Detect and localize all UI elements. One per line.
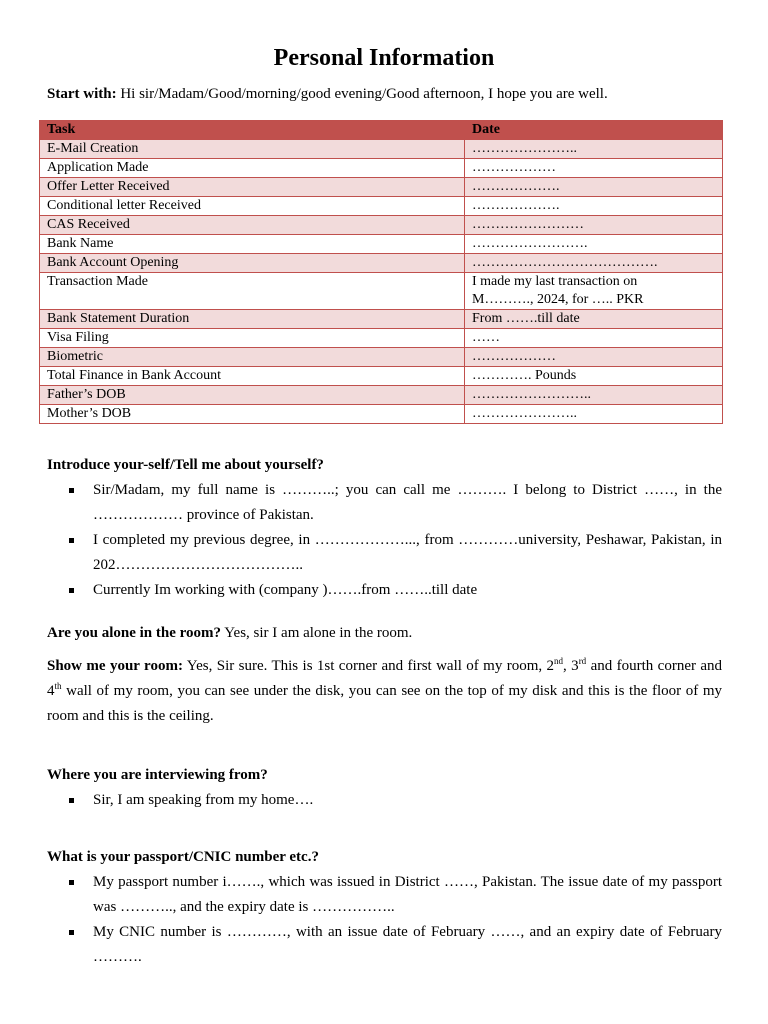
task-cell: Visa Filing <box>40 329 465 348</box>
bullet-square-icon <box>69 880 74 885</box>
introduce-answer-list <box>47 478 722 603</box>
list-item <box>47 788 722 813</box>
room-answer-part: and fourth corner and 4 <box>47 658 723 699</box>
list-item <box>47 920 722 970</box>
table-row <box>40 235 723 254</box>
date-cell: ……………… <box>465 159 723 178</box>
page-title: Personal Information <box>273 45 495 71</box>
bullet-square-icon <box>69 488 74 493</box>
table-row <box>40 273 723 310</box>
list-item-text: Currently Im working with (company )…….from ……..till date <box>93 582 478 598</box>
table-row <box>40 178 723 197</box>
introduce-section <box>47 453 722 603</box>
start-with-line <box>47 84 727 104</box>
start-with-text: Hi sir/Madam/Good/morning/good evening/Good afternoon, I hope you are well. <box>116 86 608 102</box>
task-cell: Application Made <box>40 159 465 178</box>
table-row <box>40 140 723 159</box>
date-cell: ……………………. <box>465 235 723 254</box>
passport-answer-list <box>47 870 722 970</box>
date-cell-line: I made my last transaction on <box>472 274 638 289</box>
date-cell: …… <box>465 329 723 348</box>
list-item-text: My CNIC number is …………, with an issue date of February ……, and an expiry date of February ………. <box>93 924 722 965</box>
list-item-text: My passport number i……., which was issued in District ……, Pakistan. The issue date of my passport was ……….., and the expiry date is …………….. <box>93 874 722 915</box>
list-item <box>47 528 722 578</box>
list-item-text: Sir/Madam, my full name is ………..; you can call me ………. I belong to District ……, in the ……………… province of Pakistan. <box>93 482 722 523</box>
room-answer-part: , 3 <box>563 658 579 674</box>
table-row <box>40 254 723 273</box>
where-section <box>47 763 722 813</box>
room-question: Show me your room: <box>47 658 183 674</box>
table-row <box>40 405 723 424</box>
alone-question: Are you alone in the room? <box>47 625 222 641</box>
list-item-text: I completed my previous degree, in ………………..., from …………university, Peshawar, Pakistan, in 202……………………………….. <box>93 532 722 573</box>
date-cell <box>465 273 723 310</box>
list-item <box>47 578 722 603</box>
task-cell: Transaction Made <box>40 273 465 310</box>
list-item-text: Sir, I am speaking from my home…. <box>93 792 314 808</box>
passport-question: What is your passport/CNIC number etc.? <box>47 849 319 865</box>
date-cell: …………. Pounds <box>465 367 723 386</box>
table-row <box>40 197 723 216</box>
ordinal-suffix: nd <box>554 656 564 666</box>
room-answer-part: wall of my room, you can see under the disk, you can see on the top of my disk and this is the floor of my room and this is the ceiling. <box>47 683 722 724</box>
date-cell: …………………… <box>465 216 723 235</box>
date-cell: ………………….. <box>465 140 723 159</box>
ordinal-suffix: th <box>54 681 62 691</box>
table-row <box>40 310 723 329</box>
task-cell: Biometric <box>40 348 465 367</box>
task-cell: Bank Statement Duration <box>40 310 465 329</box>
table-row <box>40 329 723 348</box>
task-cell: Conditional letter Received <box>40 197 465 216</box>
bullet-square-icon <box>69 538 74 543</box>
task-cell: CAS Received <box>40 216 465 235</box>
bullet-square-icon <box>69 930 74 935</box>
date-cell: ………………. <box>465 197 723 216</box>
table-row <box>40 367 723 386</box>
table-row <box>40 386 723 405</box>
date-cell-line: M………., 2024, for ….. PKR <box>472 292 644 307</box>
date-cell: …………………………………. <box>465 254 723 273</box>
task-cell: Mother’s DOB <box>40 405 465 424</box>
where-answer-list <box>47 788 722 813</box>
task-cell: Bank Account Opening <box>40 254 465 273</box>
date-cell: ……………… <box>465 348 723 367</box>
column-header-date: Date <box>465 121 723 140</box>
list-item <box>47 478 722 528</box>
task-cell: Offer Letter Received <box>40 178 465 197</box>
table-header-row <box>40 121 723 140</box>
alone-answer: Yes, sir I am alone in the room. <box>221 625 413 641</box>
task-cell: E-Mail Creation <box>40 140 465 159</box>
date-cell: …………………….. <box>465 386 723 405</box>
task-cell: Total Finance in Bank Account <box>40 367 465 386</box>
bullet-square-icon <box>69 588 74 593</box>
date-cell: From …….till date <box>465 310 723 329</box>
room-section <box>47 654 722 729</box>
bullet-square-icon <box>69 798 74 803</box>
task-cell: Bank Name <box>40 235 465 254</box>
room-answer-part: Yes, Sir sure. This is 1st corner and first wall of my room, 2 <box>182 658 555 674</box>
date-cell: ………………….. <box>465 405 723 424</box>
where-question: Where you are interviewing from? <box>47 767 268 783</box>
passport-section <box>47 845 722 970</box>
introduce-question: Introduce your-self/Tell me about yourself? <box>47 457 324 473</box>
table-row <box>40 159 723 178</box>
alone-section <box>47 621 722 646</box>
ordinal-suffix: rd <box>578 656 587 666</box>
table-row <box>40 348 723 367</box>
table-row <box>40 216 723 235</box>
column-header-task: Task <box>40 121 465 140</box>
list-item <box>47 870 722 920</box>
task-date-table <box>39 120 723 424</box>
task-cell: Father’s DOB <box>40 386 465 405</box>
date-cell: ………………. <box>465 178 723 197</box>
start-with-label: Start with: <box>47 86 117 102</box>
